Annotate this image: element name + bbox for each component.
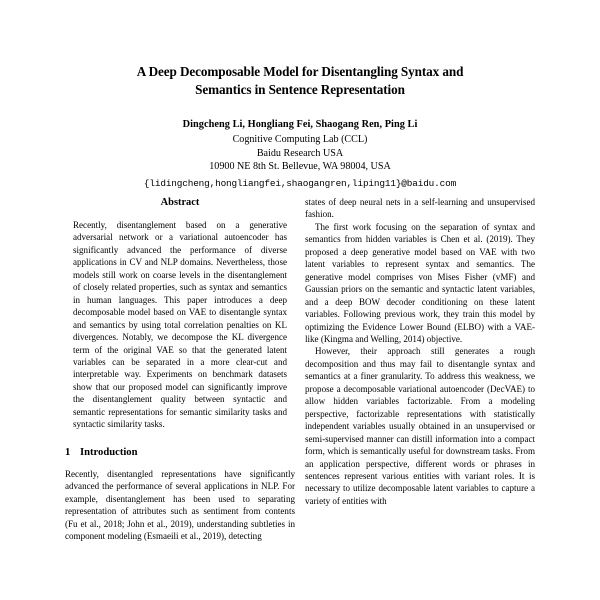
body-columns xyxy=(0,196,600,600)
affiliation-address: 10900 NE 8th St. Bellevue, WA 98004, USA xyxy=(209,161,391,173)
title-block xyxy=(0,0,600,191)
introduction-paragraph-2: The first work focusing on the separation of syntax and semantics from hidden variables is Chen et al. (2019). They proposed a deep generative model based on VAE with two latent variables to represent syntax and semantics. The generative model comprises von Mises Fisher (vMF) and Gaussian priors on the semantic and syntactic latent variables, and a deep BOW decoder conditioning on these latent variables. Following previous work, they train this model by optimizing the Evidence Lower Bound (ELBO) with a VAE-like (Kingma and Welling, 2014) objective. xyxy=(305,221,535,344)
section-number: 1 xyxy=(65,446,71,458)
introduction-paragraph-continued: states of deep neural nets in a self-learning and unsupervised fashion. xyxy=(305,197,535,220)
paper-title-line-2: Semantics in Sentence Representation xyxy=(195,81,405,97)
abstract-body xyxy=(73,219,287,431)
section-heading-introduction xyxy=(65,446,295,460)
abstract-heading: Abstract xyxy=(160,197,200,208)
section-title: Introduction xyxy=(80,446,138,458)
author-list: Dingcheng Li, Hongliang Fei, Shaogang Ren, Ping Li xyxy=(182,119,418,130)
affiliation-organization: Baidu Research USA xyxy=(256,147,344,159)
introduction-paragraph-1: Recently, disentangled representations have significantly advanced the performance of several applications in NLP. For example, disentanglement has been used to separating representation of attributes such as sentiment from contents (Fu et al., 2018; John et al., 2019), understanding subtleties in component modeling (Esmaeili et al., 2019), detecting xyxy=(65,468,295,541)
left-column xyxy=(65,196,295,600)
introduction-paragraph-3: However, their approach still generates a rough decomposition and thus may fail to disentangle syntax and semantics at a finer granularity. To address this weakness, we propose a decomposable variational autoencoder (DecVAE) to allow hidden variables factorizable. From a modeling perspective, factorizable representations with statistically independent variables usually obtained in an unsupervised or semi-supervised manner can distill information into a compact form, which is semantically useful for downstream tasks. From an application perspective, different words or phrases in sentences represent various entities with variant roles. It is necessary to utilize decomposable latent variables to capture a variety of entities with xyxy=(305,346,535,506)
affiliation-lab: Cognitive Computing Lab (CCL) xyxy=(232,134,368,145)
right-column xyxy=(305,196,535,600)
page-title xyxy=(70,63,530,98)
paper-title-line-1: A Deep Decomposable Model for Disentangling Syntax and xyxy=(136,64,464,79)
author-emails: {lidingcheng,hongliangfei,shaogangren,liping11}@baidu.com xyxy=(143,177,457,189)
abstract-paragraph: Recently, disentanglement based on a generative adversarial network or a variational autoencoder has significantly advanced the performance of diverse applications in CV and NLP domains. Nevertheless, those models still work on coarse levels in the disentanglement of closely related properties, such as syntax and semantics in human languages. This paper introduces a deep decomposable model based on VAE to disentangle syntax and semantics by using total correlation penalties on KL divergences. Notably, we decompose the KL divergence term of the original VAE so that the generated latent variables can be separated in a more clear-cut and interpretable way. Experiments on benchmark datasets show that our proposed model can significantly improve the disentanglement quality between syntactic and semantic representations for semantic similarity tasks and syntactic similarity tasks. xyxy=(73,220,287,430)
